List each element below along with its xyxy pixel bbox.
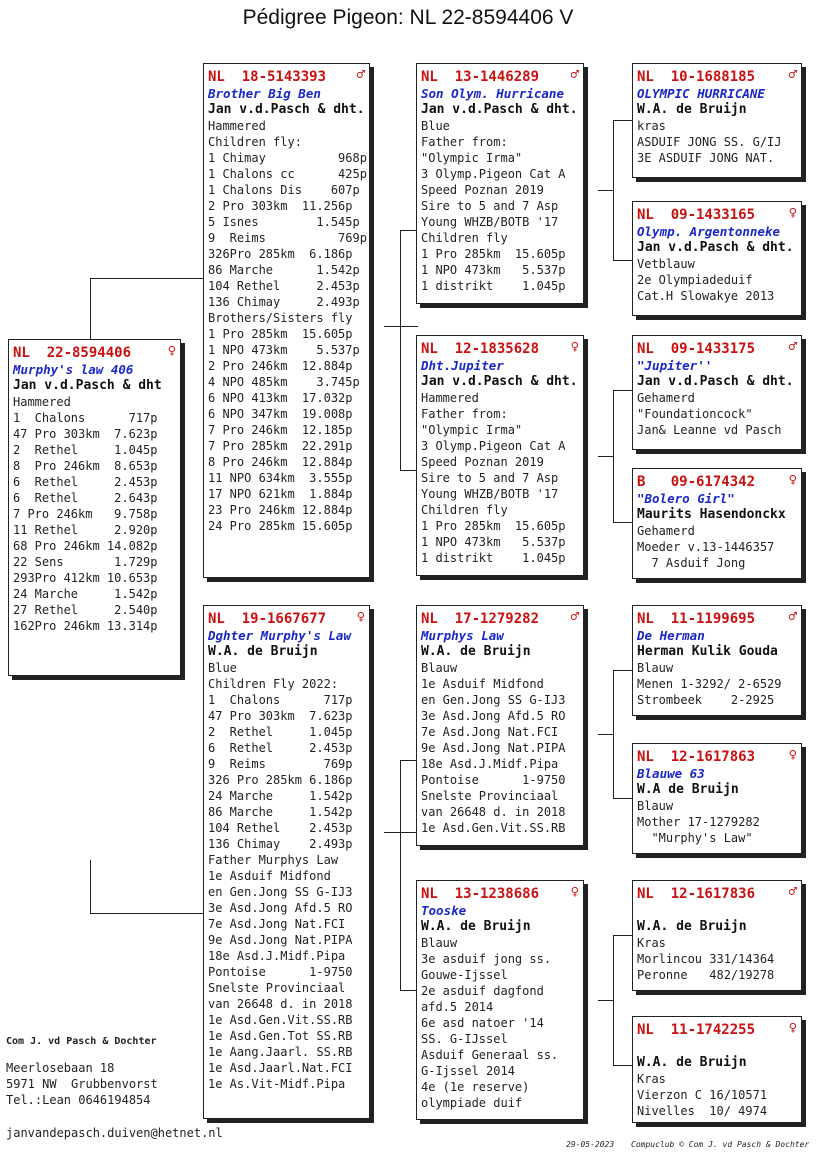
pigeon-detail-line: 104 Rethel 2.453p	[208, 279, 360, 293]
breeder-phone: Tel.:Lean 0646194854	[6, 1093, 151, 1107]
card-header	[637, 883, 797, 903]
pigeon-detail-line: Snelste Provinciaal	[421, 789, 559, 803]
pigeon-detail-line: 18e Asd.J.Midf.Pipa	[208, 949, 346, 963]
pigeon-detail-line: Sire to 5 and 7 Asp	[421, 199, 559, 213]
pigeon-detail-line: Gehamerd	[637, 391, 695, 405]
pigeon-detail-line: Gouwe-Ijssel	[421, 968, 508, 982]
pigeon-detail-line: 6 Rethel 2.453p	[13, 475, 158, 489]
pigeon-detail-line: 47 Pro 303km 7.623p	[13, 427, 158, 441]
pigeon-detail-line: 2e Olympiadeduif	[637, 273, 753, 287]
male-symbol-icon: ♂	[788, 67, 797, 83]
pigeon-card-father-sire[interactable]	[416, 63, 584, 304]
pigeon-detail-line: 2 Rethel 1.045p	[13, 443, 158, 457]
pigeon-detail-line: 23 Pro 246km 12.884p	[208, 503, 353, 517]
pigeon-owner: Jan v.d.Pasch & dht.	[421, 102, 578, 117]
pigeon-card-mfm[interactable]	[632, 743, 802, 854]
pigeon-detail-line: Asduif Generaal ss.	[421, 1048, 559, 1062]
pigeon-detail-line: Brothers/Sisters fly	[208, 311, 353, 325]
pigeon-owner: W.A. de Bruijn	[637, 919, 747, 934]
pigeon-card-fff[interactable]	[632, 63, 802, 178]
pigeon-detail-line: Kras	[637, 936, 666, 950]
pigeon-owner: W.A. de Bruijn	[421, 644, 531, 659]
card-header	[208, 608, 365, 628]
pigeon-detail-line: 2 Pro 246km 12.884p	[208, 359, 353, 373]
ring-number: NL 18-5143393	[208, 69, 327, 85]
female-symbol-icon: ♀	[788, 472, 797, 488]
pigeon-name: Dghter Murphy's Law	[208, 628, 351, 643]
pigeon-detail-line: 1 NPO 473km 5.537p	[208, 343, 360, 357]
female-symbol-icon: ♀	[167, 343, 176, 359]
ring-number: NL 10-1688185	[637, 69, 756, 85]
pigeon-detail-line: en Gen.Jong SS G-IJ3	[208, 885, 353, 899]
pigeon-detail-line: 24 Marche 1.542p	[13, 587, 158, 601]
pigeon-detail-line: 1 Pro 285km 15.605p	[421, 519, 566, 533]
pigeon-detail-line: Blue	[208, 661, 237, 675]
pigeon-card-ffm[interactable]	[632, 201, 802, 316]
pigeon-detail-line: 7 Pro 285km 22.291p	[208, 439, 353, 453]
pigeon-detail-line: 6 Rethel 2.453p	[208, 741, 353, 755]
connector-line	[384, 326, 418, 327]
pigeon-detail-line: 1 distrikt 1.045p	[421, 551, 566, 565]
pigeon-detail-line: 86 Marche 1.542p	[208, 263, 360, 277]
card-header	[13, 342, 176, 362]
pigeon-detail-line: 162Pro 246km 13.314p	[13, 619, 158, 633]
female-symbol-icon: ♀	[570, 339, 579, 355]
pigeon-detail-line: Blauw	[421, 661, 458, 675]
card-header	[637, 746, 797, 766]
pigeon-detail-line: Nivelles 10/ 4974	[637, 1104, 768, 1118]
connector-line	[90, 913, 204, 914]
pigeon-card-mother-sire[interactable]	[416, 605, 584, 846]
pigeon-detail-line: ASDUIF JONG SS. G/IJ	[637, 135, 782, 149]
pigeon-name: Brother Big Ben	[208, 86, 321, 101]
pigeon-detail-line: Kras	[637, 1072, 666, 1086]
pigeon-detail-line: Vetblauw	[637, 257, 695, 271]
pigeon-detail-line: Mother 17-1279282	[637, 815, 760, 829]
breeder-address-street: Meerlosebaan 18	[6, 1061, 115, 1075]
pigeon-detail-line: Children fly	[421, 231, 508, 245]
pigeon-detail-line: 6 NPO 347km 19.008p	[208, 407, 353, 421]
connector-line	[613, 120, 633, 121]
card-header	[637, 1019, 797, 1039]
pigeon-detail-line: Jan& Leanne vd Pasch	[637, 423, 782, 437]
pigeon-detail-line: Young WHZB/BOTB '17	[421, 487, 559, 501]
pigeon-owner: Jan v.d.Pasch & dht.	[208, 102, 365, 117]
pigeon-detail-line: 1e Asduif Midfond	[421, 677, 544, 691]
pigeon-card-mother-dam[interactable]	[416, 880, 584, 1120]
pigeon-card-father-dam[interactable]	[416, 335, 584, 576]
breeder-name: Com J. vd Pasch & Dochter	[6, 1036, 157, 1047]
connector-line	[613, 670, 633, 671]
male-symbol-icon: ♂	[788, 609, 797, 625]
connector-line	[613, 260, 633, 261]
pigeon-detail-line: 1 Chalons 717p	[13, 411, 158, 425]
pigeon-detail-line: Blauw	[421, 936, 458, 950]
pigeon-owner: Jan v.d.Pasch & dht.	[421, 374, 578, 389]
pigeon-detail-line: Hammered	[421, 391, 479, 405]
pigeon-detail-line: Strombeek 2-2925	[637, 693, 775, 707]
pigeon-detail-line: SS. G-IJssel	[421, 1032, 508, 1046]
pigeon-detail-line: 6 NPO 413km 17.032p	[208, 391, 353, 405]
pigeon-detail-line: 11 Rethel 2.920p	[13, 523, 158, 537]
pigeon-detail-line: afd.5 2014	[421, 1000, 494, 1014]
pigeon-name: Blauwe 63	[637, 766, 705, 781]
connector-line	[613, 390, 633, 391]
pigeon-detail-line: Gehamerd	[637, 524, 695, 538]
pigeon-detail-line: 11 NPO 634km 3.555p	[208, 471, 353, 485]
pigeon-detail-line: 27 Rethel 2.540p	[13, 603, 158, 617]
pigeon-detail-line: Hammered	[208, 119, 266, 133]
pigeon-card-fmf[interactable]	[632, 335, 802, 450]
pigeon-card-mother[interactable]	[203, 605, 370, 1119]
pigeon-detail-line: 1e Asd.Jaarl.Nat.FCI	[208, 1061, 353, 1075]
pigeon-detail-line: Pontoise 1-9750	[208, 965, 353, 979]
pigeon-detail-line: Father Murphys Law	[208, 853, 339, 867]
pigeon-name: Murphys Law	[421, 628, 504, 643]
card-header	[637, 204, 797, 224]
pigeon-detail-line: 136 Chimay 2.493p	[208, 295, 360, 309]
ring-number: NL 12-1617836	[637, 886, 756, 902]
pigeon-detail-line: 1 Chalons cc 425p	[208, 167, 367, 181]
pigeon-detail-line: 1 Chimay 968p	[208, 151, 367, 165]
pigeon-detail-line: "Murphy's Law"	[637, 831, 753, 845]
pigeon-detail-line: Menen 1-3292/ 2-6529	[637, 677, 782, 691]
connector-line	[613, 1065, 633, 1066]
connector-line	[400, 230, 401, 470]
pigeon-detail-line: Cat.H Slowakye 2013	[637, 289, 775, 303]
pigeon-detail-line: Father from:	[421, 407, 508, 421]
card-header	[637, 608, 797, 628]
pigeon-detail-line: Vierzon C 16/10571	[637, 1088, 768, 1102]
pigeon-detail-line: "Foundationcock"	[637, 407, 753, 421]
male-symbol-icon: ♂	[570, 67, 579, 83]
pigeon-detail-line: en Gen.Jong SS G-IJ3	[421, 693, 566, 707]
pigeon-name: Son Olym. Hurricane	[421, 86, 564, 101]
pigeon-detail-line: 47 Pro 303km 7.623p	[208, 709, 353, 723]
pigeon-detail-line: 6 Rethel 2.643p	[13, 491, 158, 505]
pigeon-detail-line: Moeder v.13-1446357	[637, 540, 775, 554]
pigeon-detail-line: 86 Marche 1.542p	[208, 805, 353, 819]
pigeon-detail-line: 1e Asd.Gen.Vit.SS.RB	[208, 1013, 353, 1027]
connector-line	[598, 456, 613, 457]
connector-line	[384, 832, 418, 833]
pigeon-owner: W.A. de Bruijn	[421, 919, 531, 934]
pigeon-detail-line: Father from:	[421, 135, 508, 149]
female-symbol-icon: ♀	[788, 747, 797, 763]
ring-number: NL 19-1667677	[208, 611, 327, 627]
pigeon-card-father[interactable]	[203, 63, 370, 578]
pigeon-owner: Jan v.d.Pasch & dht.	[637, 240, 794, 255]
pigeon-detail-line: 1 Pro 285km 15.605p	[421, 247, 566, 261]
pigeon-detail-line: 136 Chimay 2.493p	[208, 837, 353, 851]
pigeon-detail-line: 4e (1e reserve)	[421, 1080, 530, 1094]
male-symbol-icon: ♂	[356, 67, 365, 83]
pigeon-detail-line: 1 Pro 285km 15.605p	[208, 327, 353, 341]
pigeon-detail-line: 6e asd natoer '14	[421, 1016, 544, 1030]
card-header	[208, 66, 365, 86]
pigeon-owner: Jan v.d.Pasch & dht.	[637, 374, 794, 389]
pigeon-detail-line: Speed Poznan 2019	[421, 455, 544, 469]
pigeon-detail-line: Blauw	[637, 799, 674, 813]
connector-line	[613, 120, 614, 260]
software-credit: Compuclub © Com J. vd Pasch & Dochter	[631, 1140, 810, 1149]
pigeon-name: Olymp. Argentonneke	[637, 224, 780, 239]
pigeon-detail-line: 293Pro 412km 10.653p	[13, 571, 158, 585]
pigeon-name: "Bolero Girl"	[637, 491, 735, 506]
ring-number: NL 13-1238686	[421, 886, 540, 902]
pigeon-detail-line: 24 Pro 285km 15.605p	[208, 519, 353, 533]
card-header	[637, 338, 797, 358]
breeder-address-city: 5971 NW Grubbenvorst	[6, 1077, 158, 1091]
connector-line	[598, 1000, 613, 1001]
male-symbol-icon: ♂	[570, 609, 579, 625]
card-header	[421, 608, 579, 628]
pigeon-detail-line: 2e asduif dagfond	[421, 984, 544, 998]
pigeon-detail-line: Young WHZB/BOTB '17	[421, 215, 559, 229]
pigeon-detail-line: 326 Pro 285km 6.186p	[208, 773, 353, 787]
pigeon-detail-line: 3 Olymp.Pigeon Cat A	[421, 439, 566, 453]
pigeon-detail-line: 2 Rethel 1.045p	[208, 725, 353, 739]
card-header	[421, 66, 579, 86]
connector-line	[598, 190, 613, 191]
pigeon-detail-line: 2 Pro 303km 11.256p	[208, 199, 353, 213]
female-symbol-icon: ♀	[788, 205, 797, 221]
pigeon-card-fmm[interactable]	[632, 468, 802, 579]
pigeon-detail-line: 1 NPO 473km 5.537p	[421, 535, 566, 549]
pigeon-detail-line: Children fly:	[208, 135, 302, 149]
card-header	[421, 338, 579, 358]
pigeon-detail-line: 8 Pro 246km 8.653p	[13, 459, 158, 473]
connector-line	[613, 935, 633, 936]
pigeon-detail-line: 7e Asd.Jong Nat.FCI	[208, 917, 346, 931]
pigeon-detail-line: 7 Pro 246km 12.185p	[208, 423, 353, 437]
pigeon-detail-line: 68 Pro 246km 14.082p	[13, 539, 158, 553]
page-title: Pédigree Pigeon: NL 22-8594406 V	[242, 6, 574, 29]
pigeon-detail-line: van 26648 d. in 2018	[208, 997, 353, 1011]
pigeon-detail-line: 24 Marche 1.542p	[208, 789, 353, 803]
pigeon-detail-line: Peronne 482/19278	[637, 968, 775, 982]
pigeon-detail-line: 1 Chalons 717p	[208, 693, 353, 707]
pigeon-detail-line: 18e Asd.J.Midf.Pipa	[421, 757, 559, 771]
pigeon-owner: W.A. de Bruijn	[637, 102, 747, 117]
pigeon-detail-line: 1e Aang.Jaarl. SS.RB	[208, 1045, 353, 1059]
print-date: 29-05-2023	[566, 1140, 615, 1149]
pigeon-detail-line: 9 Reims 769p	[208, 231, 367, 245]
pigeon-detail-line: Blauw	[637, 661, 674, 675]
ring-number: NL 11-1742255	[637, 1022, 756, 1038]
pigeon-detail-line: 7 Pro 246km 9.758p	[13, 507, 158, 521]
pigeon-detail-line: 3E ASDUIF JONG NAT.	[637, 151, 775, 165]
pigeon-owner: Herman Kulik Gouda	[637, 644, 778, 659]
pigeon-detail-line: Sire to 5 and 7 Asp	[421, 471, 559, 485]
pigeon-name: Murphy's law 406	[13, 362, 134, 377]
ring-number: NL 13-1446289	[421, 69, 540, 85]
pigeon-detail-line: 9e Asd.Jong Nat.PIPA	[208, 933, 353, 947]
pigeon-detail-line: 1e Asduif Midfond	[208, 869, 331, 883]
pigeon-name	[637, 903, 797, 919]
ring-number: NL 12-1835628	[421, 341, 540, 357]
ring-number: NL 09-1433175	[637, 341, 756, 357]
pigeon-detail-line: 1e As.Vit-Midf.Pipa	[208, 1077, 346, 1091]
pigeon-detail-line: 104 Rethel 2.453p	[208, 821, 353, 835]
pigeon-detail-line: 9 Reims 769p	[208, 757, 353, 771]
pigeon-detail-line: kras	[637, 119, 666, 133]
ring-number: NL 17-1279282	[421, 611, 540, 627]
pigeon-detail-line: Morlincou 331/14364	[637, 952, 775, 966]
pigeon-card-mmm[interactable]	[632, 1016, 802, 1123]
pigeon-detail-line: 3e asduif jong ss.	[421, 952, 552, 966]
pigeon-detail-line: Hammered	[13, 395, 71, 409]
pigeon-detail-line: Snelste Provinciaal	[208, 981, 346, 995]
pigeon-owner: Maurits Hasendonckx	[637, 507, 786, 522]
connector-line	[598, 734, 613, 735]
pigeon-detail-line: van 26648 d. in 2018	[421, 805, 566, 819]
pigeon-detail-line: Speed Poznan 2019	[421, 183, 544, 197]
connector-line	[90, 860, 91, 913]
pigeon-detail-line: 7e Asd.Jong Nat.FCI	[421, 725, 559, 739]
ring-number: NL 11-1199695	[637, 611, 756, 627]
pigeon-detail-line: 22 Sens 1.729p	[13, 555, 158, 569]
pigeon-name: Tooske	[421, 903, 467, 918]
pigeon-detail-line: "Olympic Irma"	[421, 151, 523, 165]
connector-line	[613, 522, 633, 523]
card-header	[421, 883, 579, 903]
pigeon-name	[637, 1039, 797, 1055]
pigeon-card-mff[interactable]	[632, 605, 802, 716]
pigeon-detail-line: 7 Asduif Jong	[637, 556, 746, 570]
connector-line	[90, 278, 91, 340]
pigeon-detail-line: olympiade duif	[421, 1096, 523, 1110]
pigeon-owner: W.A de Bruijn	[637, 782, 739, 797]
pigeon-detail-line: 17 NPO 621km 1.884p	[208, 487, 353, 501]
pigeon-detail-line: 1e Asd.Gen.Tot SS.RB	[208, 1029, 353, 1043]
pigeon-detail-line: 8 Pro 246km 12.884p	[208, 455, 353, 469]
ring-number: B 09-6174342	[637, 474, 756, 490]
male-symbol-icon: ♂	[788, 884, 797, 900]
pigeon-detail-line: 1 distrikt 1.045p	[421, 279, 566, 293]
pigeon-name: "Jupiter''	[637, 358, 713, 373]
pigeon-card-subject[interactable]	[8, 339, 181, 676]
ring-number: NL 22-8594406	[13, 345, 132, 361]
female-symbol-icon: ♀	[356, 609, 365, 625]
pigeon-name: OLYMPIC HURRICANE	[637, 86, 765, 101]
card-header	[637, 66, 797, 86]
pigeon-name: De Herman	[637, 628, 705, 643]
pigeon-detail-line: Children Fly 2022:	[208, 677, 339, 691]
pigeon-detail-line: Pontoise 1-9750	[421, 773, 566, 787]
ring-number: NL 09-1433165	[637, 207, 756, 223]
pigeon-card-mmf[interactable]	[632, 880, 802, 991]
connector-line	[400, 760, 401, 990]
pigeon-owner: W.A. de Bruijn	[208, 644, 318, 659]
pigeon-detail-line: Children fly	[421, 503, 508, 517]
pigeon-detail-line: 5 Isnes 1.545p	[208, 215, 360, 229]
pigeon-detail-line: 4 NPO 485km 3.745p	[208, 375, 360, 389]
pigeon-detail-line: 9e Asd.Jong Nat.PIPA	[421, 741, 566, 755]
pigeon-name: Dht.Jupiter	[421, 358, 504, 373]
connector-line	[613, 935, 614, 1065]
female-symbol-icon: ♀	[570, 884, 579, 900]
pigeon-detail-line: 3 Olymp.Pigeon Cat A	[421, 167, 566, 181]
pigeon-detail-line: 1 Chalons Dis 607p	[208, 183, 360, 197]
ring-number: NL 12-1617863	[637, 749, 756, 765]
card-header	[637, 471, 797, 491]
male-symbol-icon: ♂	[788, 339, 797, 355]
breeder-email[interactable]: janvandepasch.duiven@hetnet.nl	[6, 1126, 223, 1140]
pigeon-detail-line: 1 NPO 473km 5.537p	[421, 263, 566, 277]
connector-line	[613, 798, 633, 799]
connector-line	[613, 670, 614, 798]
pigeon-detail-line: 3e Asd.Jong Afd.5 RO	[208, 901, 353, 915]
pigeon-detail-line: "Olympic Irma"	[421, 423, 523, 437]
pigeon-owner: W.A. de Bruijn	[637, 1055, 747, 1070]
pigeon-detail-line: Blue	[421, 119, 450, 133]
female-symbol-icon: ♀	[788, 1020, 797, 1036]
pigeon-detail-line: 1e Asd.Gen.Vit.SS.RB	[421, 821, 566, 835]
pigeon-detail-line: 3e Asd.Jong Afd.5 RO	[421, 709, 566, 723]
pigeon-detail-line: 326Pro 285km 6.186p	[208, 247, 353, 261]
connector-line	[613, 390, 614, 522]
pigeon-detail-line: G-Ijssel 2014	[421, 1064, 515, 1078]
connector-line	[90, 278, 204, 279]
pigeon-owner: Jan v.d.Pasch & dht	[13, 378, 162, 393]
